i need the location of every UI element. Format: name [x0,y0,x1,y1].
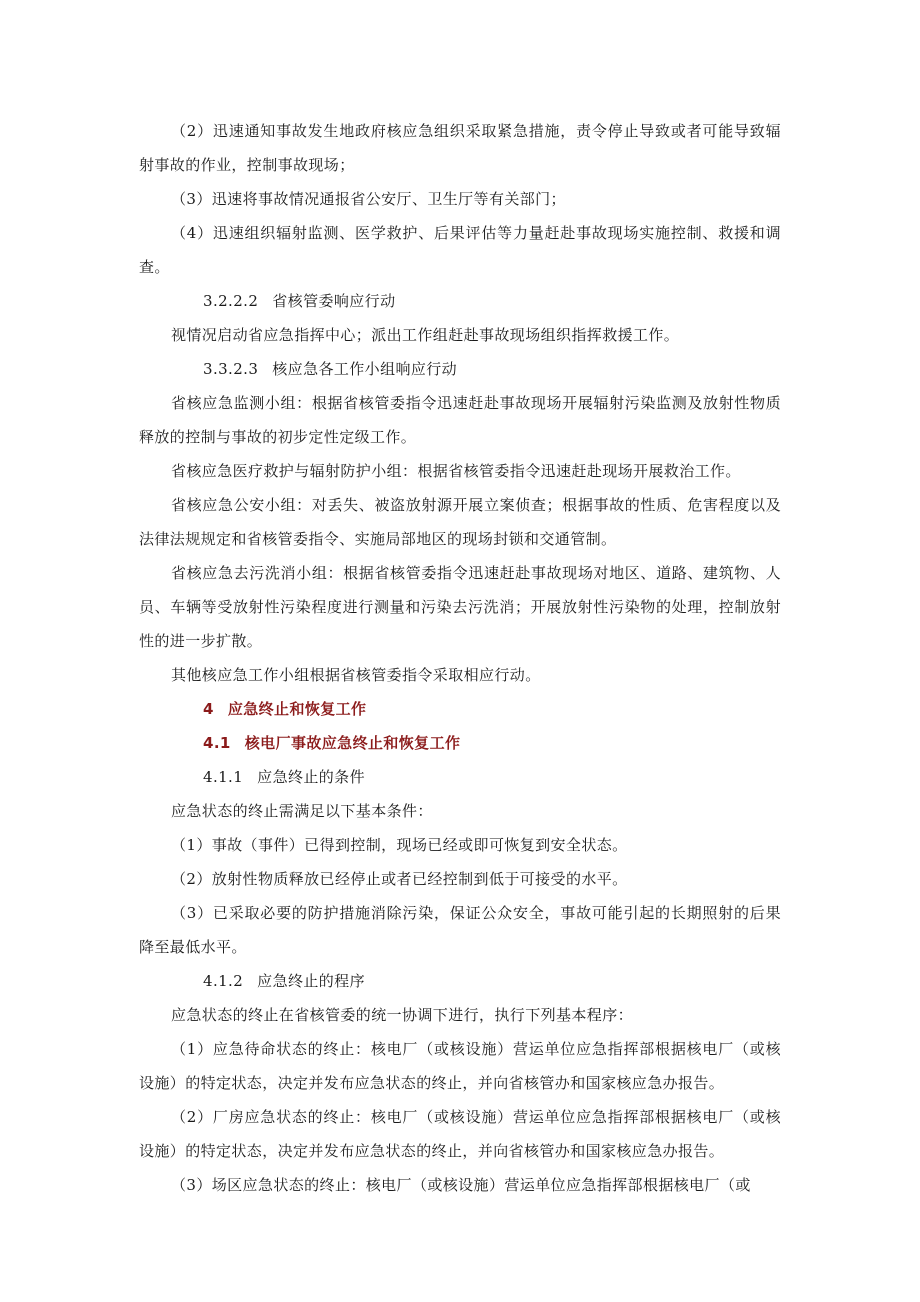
paragraph: 省核应急医疗救护与辐射防护小组：根据省核管委指令迅速赶赴现场开展救治工作。 [171,462,741,480]
paragraph: （1）应急待命状态的终止：核电厂（或核设施）营运单位应急指挥部根据核电厂（或核设施）的特定状态，决定并发布应急状态的终止，并向省核管办和国家核应急办报告。 [139,1040,781,1092]
paragraph: 省核应急公安小组：对丢失、被盗放射源开展立案侦查；根据事故的性质、危害程度以及法律法规规定和省核管委指令、实施局部地区的现场封锁和交通管制。 [139,496,781,548]
paragraph: 应急状态的终止需满足以下基本条件： [171,802,433,820]
paragraph: 省核应急去污洗消小组：根据省核管委指令迅速赶赴事故现场对地区、道路、建筑物、人员、车辆等受放射性污染程度进行测量和污染去污洗消；开展放射性污染物的处理，控制放射性的进一步扩散。 [139,564,781,650]
section-title: 应急终止的条件 [257,768,365,786]
paragraph: （3）已采取必要的防护措施消除污染，保证公众安全，事故可能引起的长期照射的后果降至最低水平。 [139,904,781,956]
section-title: 应急终止的程序 [257,972,365,990]
section-number: 3.2.2.2 [203,292,259,310]
paragraph: 视情况启动省应急指挥中心；派出工作组赶赴事故现场组织指挥救援工作。 [171,326,680,344]
section-number: 4.1 [203,734,231,752]
paragraph: 应急状态的终止在省核管委的统一协调下进行，执行下列基本程序： [171,1006,634,1024]
section-heading-4-1-1 [139,760,781,794]
section-heading-3-2-2-2 [139,284,781,318]
section-title: 核电厂事故应急终止和恢复工作 [244,734,461,752]
chapter-heading-4 [139,692,781,726]
section-heading-3-3-2-3 [139,352,781,386]
section-number: 3.3.2.3 [203,360,259,378]
paragraph: （2）厂房应急状态的终止：核电厂（或核设施）营运单位应急指挥部根据核电厂（或核设施）的特定状态，决定并发布应急状态的终止，并向省核管办和国家核应急办报告。 [139,1108,781,1160]
section-number: 4.1.1 [203,768,244,786]
section-title: 省核管委响应行动 [272,292,396,310]
paragraph: （4）迅速组织辐射监测、医学救护、后果评估等力量赶赴事故现场实施控制、救援和调查。 [139,224,781,276]
paragraph: 省核应急监测小组：根据省核管委指令迅速赶赴事故现场开展辐射污染监测及放射性物质释放的控制与事故的初步定性定级工作。 [139,394,781,446]
paragraph: （2）放射性物质释放已经停止或者已经控制到低于可接受的水平。 [171,870,628,888]
paragraph: （2）迅速通知事故发生地政府核应急组织采取紧急措施，责令停止导致或者可能导致辐射事故的作业，控制事故现场； [139,122,781,174]
paragraph: （1）事故（事件）已得到控制，现场已经或即可恢复到安全状态。 [171,836,628,854]
section-heading-4-1 [139,726,781,760]
section-title: 核应急各工作小组响应行动 [272,360,458,378]
document-body [139,114,781,1202]
section-number: 4.1.2 [203,972,244,990]
paragraph: （3）迅速将事故情况通报省公安厅、卫生厅等有关部门； [171,190,566,208]
chapter-number: 4 [203,700,214,718]
section-heading-4-1-2 [139,964,781,998]
paragraph: （3）场区应急状态的终止：核电厂（或核设施）营运单位应急指挥部根据核电厂（或 [171,1176,751,1194]
paragraph: 其他核应急工作小组根据省核管委指令采取相应行动。 [171,666,541,684]
chapter-title: 应急终止和恢复工作 [227,700,367,718]
